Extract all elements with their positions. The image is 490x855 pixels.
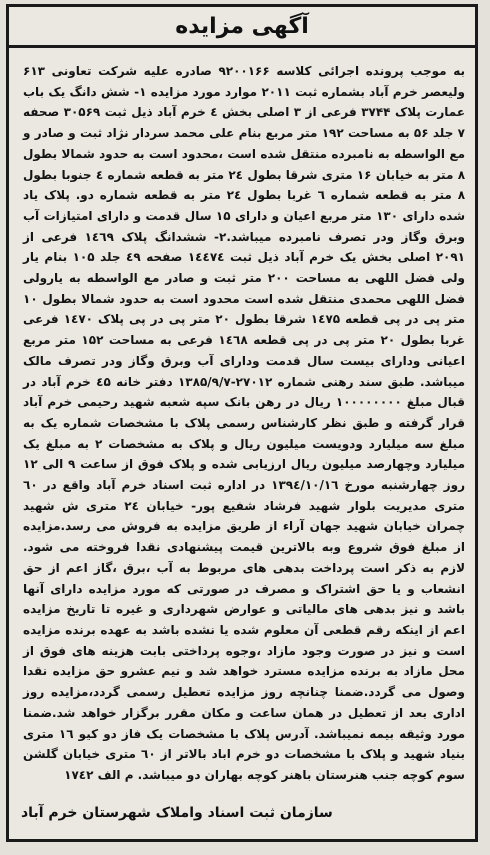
notice-title: آگهی مزایده <box>175 13 309 39</box>
title-bar <box>9 7 475 48</box>
notice-footer <box>21 805 475 829</box>
issuer-signature: سازمان ثبت اسناد واملاک شهرستان خرم آباد <box>21 805 333 821</box>
notice-frame <box>6 4 478 842</box>
notice-body: به موجب پرونده اجرائی کلاسه ۹۲۰۰۱۶۶ صادره علیه شرکت تعاونی ۶۱۳ ولیعصر خرم آباد بشماره ثبت ۲۰۱۱ موارد مورد مزایده ۱- شش دانگ یک باب عمارت پلاک ۳۷۴۴ فرعی از ۳ اصلی بخش ٤ خرم آباد ذیل ثبت ۳۰۵۶۹ صحفه ۷ جلد ۵۶ به مساحت ۱۹۲ متر مربع بنام علی محمد سردار نژاد ثبت و صادر و مع الواسطه به نامبرده منتقل شده است ،محدود است به حدود شمالا بطول ۸ متر به خیابان ۱۶ متری شرقا بطول ۲٤ متر به قطعه شماره ٤ جنوبا بطول ۸ متر به قطعه شماره ٦ غربا بطول ۲٤ متر به قطعه شماره دو. پلاک یاد شده دارای ۱۳۰ متر مربع اعیان و دارای ۱۵ سال قدمت و دارای امتیازات آب وبرق وگاز ودر تصرف نامبرده میباشد.۲- ششدانگ پلاک ۱٤٦۹ فرعی از ۲۰۹۱ اصلی بخش یک خرم آباد ذیل ثبت ۱٤٤۷٤ صفحه ٤۹ جلد ۱۰۵ بنام یار ولی فضل اللهی به مساحت ۲۰۰ متر ثبت و صادر مع الواسطه به یارولی فضل اللهی محمدی منتقل شده است محدود است به حدود شمالا بطول ۱۰ متر پی در پی قطعه ۱٤۷۵ شرقا بطول ۲۰ متر پی در پی پلاک ۱٤۷۰ فرعی غربا بطول ۲۰ متر پی در پی قطعه ۱٤٦۸ فرعی به مساحت ۱۵۲ متر مربع اعیانی ودارای بیست سال قدمت ودارای آب وبرق وگاز ودر تصرف مالک میباشد. طبق سند رهنی شماره ۲۷۰۱۲-۱۳۸۵/۹/۷ دفتر خانه ٤۵ خرم آباد در قبال مبلغ ۱۰۰۰۰۰۰۰۰ ریال در رهن بانک سپه شعبه شهید رحیمی خرم آباد قرار گرفته و طبق نظر کارشناس رسمی پلاک با مشخصات شماره یک به مبلغ سه میلیارد ودویست میلیون ریال و پلاک به مشخصات ۲ به مبلغ یک میلیارد وچهارصد میلیون ریال ارزیابی شده و پلاک فوق از ساعت ۹ الی ۱۲ روز چهارشنبه مورخ ۱۳۹٤/۱۰/۱٦ در اداره ثبت اسناد خرم آباد واقع در ٦۰ متری مدیریت بلوار شهید فرشاد شفیع پور- خیابان ۲٤ متری ش شهید چمران خیابان شهید جهان آراء از طریق مزایده به فروش می رسد.مزایده از مبلغ فوق شروع وبه بالاترین قیمت پیشنهادی نقدا فروخته می شود. لازم به ذکر است پرداخت بدهی های مربوط به آب ،برق ،گاز اعم از حق انشعاب و یا حق اشتراک و مصرف در صورتی که مورد مزایده دارای آنها باشد و نیز بدهی های مالیاتی و عوارض شهرداری و غیره تا تاریخ مزایده اعم از اینکه رقم قطعی آن معلوم شده یا نشده باشد به عهده برنده مزایده است و نیز در صورت وجود مازاد ،وجوه پرداختی بابت هزینه های فوق از محل مازاد به برنده مزایده مسترد خواهد شد و نیم عشرو حق مزایده نقدا وصول می گردد.ضمنا چنانچه روز مزایده تعطیل رسمی گردد،مزایده روز اداری بعد از تعطیل در همان ساعت و مکان مقرر برگزار خواهد شد.ضمنا مورد وثیقه بیمه نمیباشد. آدرس پلاک با مشخصات یک فاز دو کیو ۱٦ متری بنیاد شهید و پلاک با مشخصات دو خرم اباد بالاتر از ٦۰ متری خیابان گلشن سوم کوچه جنب هنرستان باهنر کوچه بهاران دو میباشد. م الف ۱۷٤۲ <box>23 64 466 782</box>
